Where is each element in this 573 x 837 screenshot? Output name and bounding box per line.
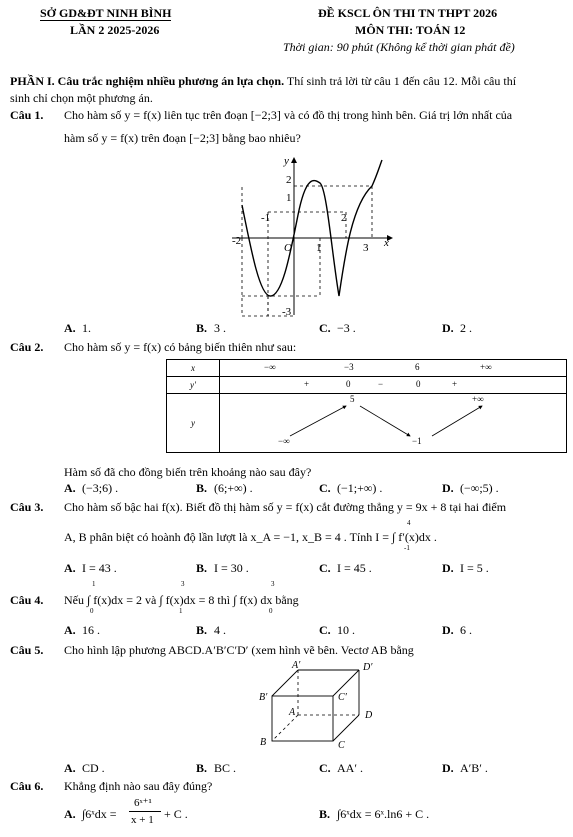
q2-opt-d[interactable]: (−∞;5) . <box>460 481 499 495</box>
vt-x2: −3 <box>344 362 354 372</box>
q2-question: Hàm số đã cho đồng biến trên khoảng nào sau đây? <box>64 465 312 479</box>
vt-yp-label: y′ <box>167 377 220 394</box>
q4-l2-upper: 3 <box>181 580 185 588</box>
q1-function-graph <box>232 155 397 320</box>
time-limit: Thời gian: 90 phút (Không kể thời gian phát đề) <box>283 40 515 54</box>
q4-number: Câu 4. <box>10 593 44 607</box>
q5-text: Cho hình lập phương ABCD.A′B′C′D′ (xem hình vẽ bên. Vectơ AB bằng <box>64 643 414 657</box>
q4-l1-lower: 0 <box>90 607 94 615</box>
graph-x-2: 2 <box>341 212 347 224</box>
q5-opt-b[interactable]: BC . <box>214 761 237 775</box>
q6-opt-b[interactable]: ∫6ˣdx = 6ˣ.ln6 + C . <box>337 807 430 821</box>
vt-y-minus-inf: −∞ <box>278 436 290 446</box>
q4-opt-c-letter[interactable]: C. <box>319 623 331 637</box>
q3-lower-limit: -1 <box>404 544 410 552</box>
vt-y-plus-inf: +∞ <box>472 394 484 404</box>
q2-opt-a[interactable]: (−3;6) . <box>82 481 119 495</box>
q1-text2: hàm số y = f(x) trên đoạn [−2;3] bằng bao nhiêu? <box>64 131 301 145</box>
graph-x-3: 3 <box>363 242 369 254</box>
q4-opt-c[interactable]: 10 . <box>337 623 355 637</box>
q2-opt-c-letter[interactable]: C. <box>319 481 331 495</box>
q2-text: Cho hàm số y = f(x) có bảng biến thiên như sau: <box>64 340 297 354</box>
variation-table <box>166 359 567 453</box>
q4-opt-d[interactable]: 6 . <box>460 623 472 637</box>
vt-sign3: + <box>452 379 458 389</box>
graph-x-1: 1 <box>316 242 322 254</box>
graph-y-2: 2 <box>286 174 292 186</box>
q1-opt-b-letter[interactable]: B. <box>196 321 208 335</box>
q6-opt-a-fraction-bar <box>129 811 161 812</box>
cube-label-Bp: B′ <box>259 692 268 703</box>
q5-opt-c-letter[interactable]: C. <box>319 761 331 775</box>
q1-opt-c[interactable]: −3 . <box>337 321 356 335</box>
q6-opt-a-lhs[interactable]: ∫6ˣdx = <box>82 807 117 821</box>
vt-y-label: y <box>167 394 220 453</box>
q6-opt-b-letter[interactable]: B. <box>319 807 331 821</box>
q4-opt-b-letter[interactable]: B. <box>196 623 208 637</box>
q5-opt-a-letter[interactable]: A. <box>64 761 76 775</box>
cube-label-A: A <box>289 707 296 718</box>
q6-number: Câu 6. <box>10 779 44 793</box>
q6-opt-a-numerator: 6ˣ⁺¹ <box>134 797 152 809</box>
exam-title: ĐỀ KSCL ÔN THI TN THPT 2026 <box>318 6 498 20</box>
q4-opt-d-letter[interactable]: D. <box>442 623 454 637</box>
q1-opt-b[interactable]: 3 . <box>214 321 226 335</box>
q1-opt-a[interactable]: 1. <box>82 321 91 335</box>
vt-arrows <box>220 394 568 452</box>
graph-origin: O <box>284 242 292 254</box>
graph-y-neg3: -3 <box>282 306 292 318</box>
q6-opt-a-denominator: x + 1 <box>131 814 154 826</box>
vt-zero2: 0 <box>416 379 421 389</box>
vt-sign1: + <box>304 379 310 389</box>
q6-text: Khẳng định nào sau đây đúng? <box>64 779 213 793</box>
vt-x3: 6 <box>415 362 420 372</box>
q5-opt-a[interactable]: CD . <box>82 761 105 775</box>
q3-opt-c[interactable]: I = 45 . <box>337 561 372 575</box>
part1-instr: sinh chỉ chọn một phương án. <box>10 91 153 105</box>
cube-label-Ap: A′ <box>292 660 301 671</box>
q1-opt-d-letter[interactable]: D. <box>442 321 454 335</box>
q3-opt-a-letter[interactable]: A. <box>64 561 76 575</box>
q1-number: Câu 1. <box>10 108 44 122</box>
cube-label-C: C <box>338 740 345 751</box>
q6-opt-a-tail: + C . <box>164 807 188 821</box>
cube-figure <box>255 658 380 753</box>
vt-zero1: 0 <box>346 379 351 389</box>
q4-opt-a[interactable]: 16 . <box>82 623 100 637</box>
vt-y-max: 5 <box>350 394 355 404</box>
q4-l2-lower: 1 <box>179 607 183 615</box>
q4-text: Nếu ∫ f(x)dx = 2 và ∫ f(x)dx = 8 thì ∫ f(x) dx bằng <box>64 593 299 607</box>
q4-l1-upper: 1 <box>92 580 96 588</box>
q2-opt-a-letter[interactable]: A. <box>64 481 76 495</box>
cube-label-Cp: C′ <box>338 692 347 703</box>
q2-opt-c[interactable]: (−1;+∞) . <box>337 481 383 495</box>
q3-opt-b-letter[interactable]: B. <box>196 561 208 575</box>
graph-x-label: x <box>384 237 389 249</box>
q2-opt-b-letter[interactable]: B. <box>196 481 208 495</box>
q1-opt-d[interactable]: 2 . <box>460 321 472 335</box>
graph-y-label: y <box>284 155 289 167</box>
cube-label-D: D <box>365 710 373 721</box>
graph-y-1: 1 <box>286 192 292 204</box>
q5-number: Câu 5. <box>10 643 44 657</box>
vt-sign2: − <box>378 379 384 389</box>
vt-x4: +∞ <box>480 362 492 372</box>
graph-x-neg2: -2 <box>232 235 242 247</box>
q2-opt-d-letter[interactable]: D. <box>442 481 454 495</box>
q4-opt-b[interactable]: 4 . <box>214 623 226 637</box>
q5-opt-d[interactable]: A′B′ . <box>460 761 488 775</box>
q5-opt-b-letter[interactable]: B. <box>196 761 208 775</box>
q3-number: Câu 3. <box>10 500 44 514</box>
vt-x1: −∞ <box>264 362 276 372</box>
q3-opt-d[interactable]: I = 5 . <box>460 561 489 575</box>
q3-opt-b[interactable]: I = 30 . <box>214 561 249 575</box>
q4-opt-a-letter[interactable]: A. <box>64 623 76 637</box>
q5-opt-c[interactable]: AA′ . <box>337 761 363 775</box>
graph-x-neg1: -1 <box>261 212 271 224</box>
q4-l3-upper: 3 <box>271 580 275 588</box>
q4-l3-lower: 0 <box>269 607 273 615</box>
q3-text2: A, B phân biệt có hoành độ lần lượt là x_A = −1, x_B = 4 . Tính I = ∫ f′(x)dx . <box>64 530 437 544</box>
vt-x-label: x <box>167 360 220 377</box>
q1-opt-a-letter[interactable]: A. <box>64 321 76 335</box>
q1-opt-c-letter[interactable]: C. <box>319 321 331 335</box>
dept-name: SỞ GD&ĐT NINH BÌNH <box>40 6 172 20</box>
exam-round: LẦN 2 2025-2026 <box>70 23 160 37</box>
cube-label-Dp: D′ <box>363 662 373 673</box>
q5-opt-d-letter[interactable]: D. <box>442 761 454 775</box>
q2-opt-b[interactable]: (6;+∞) . <box>214 481 253 495</box>
q6-opt-a-letter[interactable]: A. <box>64 807 76 821</box>
q3-opt-c-letter[interactable]: C. <box>319 561 331 575</box>
q2-number: Câu 2. <box>10 340 44 354</box>
q3-upper-limit: 4 <box>407 519 411 527</box>
q3-text: Cho hàm số bậc hai f(x). Biết đồ thị hàm số y = f(x) cắt đường thẳng y = 9x + 8 tại hai điểm <box>64 500 507 514</box>
cube-label-B: B <box>260 737 267 748</box>
q3-opt-d-letter[interactable]: D. <box>442 561 454 575</box>
part1-heading: PHẦN I. Câu trắc nghiệm nhiều phương án lựa chọn. Thí sinh trả lời từ câu 1 đến câu 12. Mỗi câu thí <box>10 74 517 88</box>
subject: MÔN THI: TOÁN 12 <box>355 23 466 37</box>
q1-text: Cho hàm số y = f(x) liên tục trên đoạn [−2;3] và có đồ thị trong hình bên. Giá trị lớn nhất của <box>64 108 513 122</box>
vt-y-min: −1 <box>412 436 422 446</box>
q3-opt-a[interactable]: I = 43 . <box>82 561 117 575</box>
